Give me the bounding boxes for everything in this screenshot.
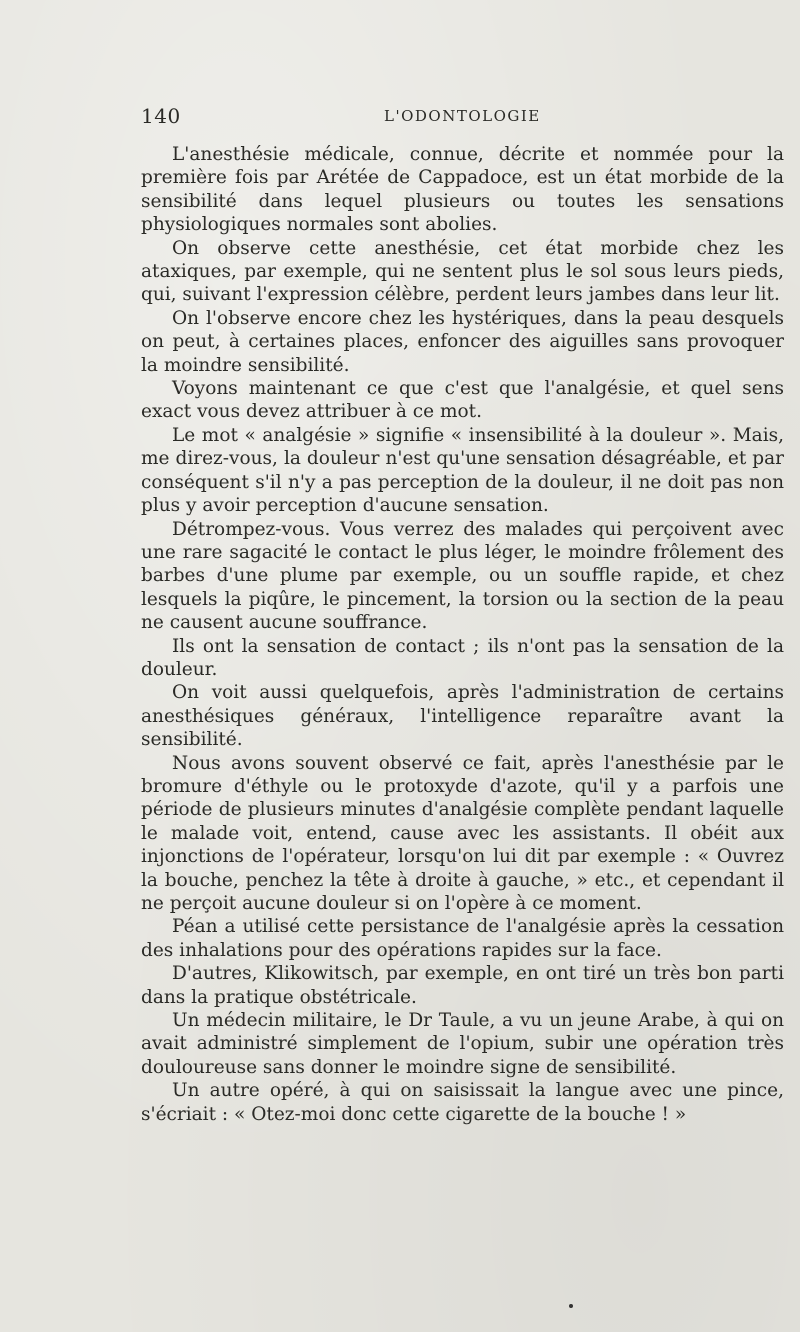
- paragraph-analgesie-definition: Le mot « analgésie » signifie « insensibilité à la douleur ». Mais, me direz-vous, la douleur n'est qu'une sensation désagréable, et par conséquent s'il n'y a pas perception de la douleur, il ne doit pas non plus y avoir perception d'aucune sensation.: [141, 424, 784, 517]
- paragraph-klikowitsch: D'autres, Klikowitsch, par exemple, en ont tiré un très bon parti dans la pratique obstétricale.: [141, 963, 784, 1008]
- paragraph-sensation-contact: Ils ont la sensation de contact ; ils n'ont pas la sensation de la douleur.: [141, 635, 784, 680]
- paragraph-ataxiques: On observe cette anesthésie, cet état morbide chez les ataxiques, par exemple, qui ne sentent plus le sol sous leurs pieds, qui, suivant l'expression célèbre, perdent leurs jambes dans leur lit.: [141, 237, 784, 306]
- paragraph-hysteriques: On l'observe encore chez les hystériques, dans la peau desquels on peut, à certaines places, enfoncer des aiguilles sans provoquer la moindre sensibilité.: [141, 307, 784, 376]
- paragraph-detrompez-vous: Détrompez-vous. Vous verrez des malades qui perçoivent avec une rare sagacité le contact le plus léger, le moindre frôlement des barbes d'une plume par exemple, ou un souffle rapide, et chez lesquels la piqûre, le pincement, la torsion ou la section de la peau ne causent aucune souffrance.: [141, 518, 784, 634]
- paragraph-anesthesiques-generaux: On voit aussi quelquefois, après l'administration de certains anesthésiques généraux, l'intelligence reparaître avant la sensibilité.: [141, 682, 784, 751]
- paragraph-analgesie-intro: Voyons maintenant ce que c'est que l'analgésie, et quel sens exact vous devez attribuer à ce mot.: [141, 378, 784, 423]
- running-title: L'ODONTOLOGIE: [384, 107, 541, 125]
- ink-speck: [569, 1304, 573, 1308]
- paragraph-dr-taule: Un médecin militaire, le Dr Taule, a vu un jeune Arabe, à qui on avait administré simplement de l'opium, subir une opération très douloureuse sans donner le moindre signe de sensibilité.: [141, 1010, 784, 1078]
- paragraph-cigarette: Un autre opéré, à qui on saisissait la langue avec une pince, s'écriait : « Otez-moi donc cette cigarette de la bouche ! »: [141, 1080, 784, 1125]
- paragraph-anesthesie-definition: L'anesthésie médicale, connue, décrite et nommée pour la première fois par Arétée de Cappadoce, est un état morbide de la sensibilité dans lequel plusieurs ou toutes les sensations physiologiques normales sont abolies.: [141, 144, 784, 236]
- body-text: [141, 143, 784, 1126]
- page-header: [141, 104, 781, 130]
- paragraph-bromure-ethyle: Nous avons souvent observé ce fait, après l'anesthésie par le bromure d'éthyle ou le protoxyde d'azote, qu'il y a parfois une période de plusieurs minutes d'analgésie complète pendant laquelle le malade voit, entend, cause avec les assistants. Il obéit aux injonctions de l'opérateur, lorsqu'on lui dit par exemple : « Ouvrez la bouche, penchez la tête à droite à gauche, » etc., et cependant il ne perçoit aucune douleur si on l'opère à ce moment.: [141, 752, 784, 914]
- page-number: 140: [141, 104, 181, 128]
- paragraph-pean: Péan a utilisé cette persistance de l'analgésie après la cessation des inhalations pour des opérations rapides sur la face.: [141, 916, 784, 961]
